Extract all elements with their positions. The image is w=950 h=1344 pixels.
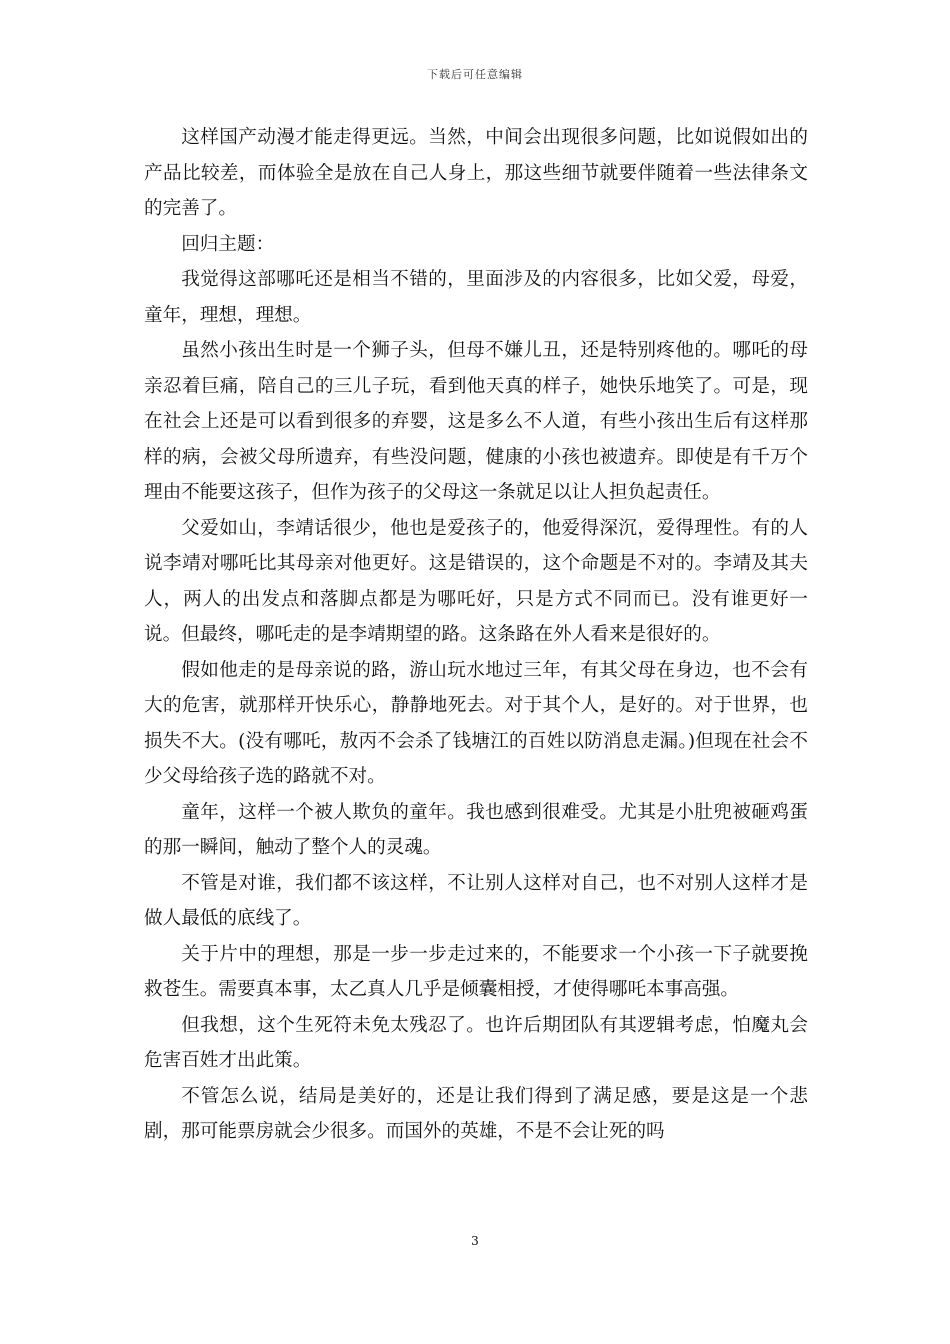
paragraph-7: 童年，这样一个被人欺负的童年。我也感到很难受。尤其是小肚兜被砸鸡蛋的那一瞬间，触动了整个人的灵魂。 — [144, 801, 808, 858]
page-number: 3 — [471, 1234, 479, 1248]
paragraph-5: 父爱如山，李靖话很少，他也是爱孩子的，他爱得深沉，爱得理性。有的人说李靖对哪吒比其母亲对他更好。这是错误的，这个命题是不对的。李靖及其夫人，两人的出发点和落脚点都是为哪吒好，只是方式不同而已。没有谁更好一说。但最终，哪吒走的是李靖期望的路。这条路在外人看来是很好的。 — [144, 517, 808, 645]
paragraph-3: 我觉得这部哪吒还是相当不错的，里面涉及的内容很多，比如父爱，母爱，童年，理想，理想。 — [144, 269, 808, 326]
paragraph-10: 但我想，这个生死符未免太残忍了。也许后期团队有其逻辑考虑，怕魔丸会危害百姓才出此策。 — [144, 1014, 808, 1071]
body-text — [144, 120, 808, 1150]
page-header: 下载后可任意编辑 — [427, 68, 523, 81]
paragraph-2: 回归主题： — [181, 233, 275, 255]
paragraph-9: 关于片中的理想，那是一步一步走过来的，不能要求一个小孩一下子就要挽救苍生。需要真本事，太乙真人几乎是倾囊相授，才使得哪吒本事高强。 — [144, 943, 808, 1000]
paragraph-6: 假如他走的是母亲说的路，游山玩水地过三年，有其父母在身边，也不会有大的危害，就那样开快乐心，静静地死去。对于其个人，是好的。对于世界，也损失不大。(没有哪吒，敖丙不会杀了钱塘江的百姓以防消息走漏。)但现在社会不少父母给孩子选的路就不对。 — [144, 659, 808, 787]
paragraph-8: 不管是对谁，我们都不该这样，不让别人这样对自己，也不对别人这样才是做人最低的底线了。 — [144, 872, 808, 929]
paragraph-1: 这样国产动漫才能走得更远。当然，中间会出现很多问题，比如说假如出的产品比较差，而体验全是放在自己人身上，那这些细节就要伴随着一些法律条文的完善了。 — [144, 127, 808, 219]
paragraph-11: 不管怎么说，结局是美好的，还是让我们得到了满足感，要是这是一个悲剧，那可能票房就会少很多。而国外的英雄，不是不会让死的吗 — [144, 1085, 808, 1142]
paragraph-4: 虽然小孩出生时是一个狮子头，但母不嫌儿丑，还是特别疼他的。哪吒的母亲忍着巨痛，陪自己的三儿子玩，看到他天真的样子，她快乐地笑了。可是，现在社会上还是可以看到很多的弃婴，这是多么不人道，有些小孩出生后有这样那样的病，会被父母所遗弃，有些没问题，健康的小孩也被遗弃。即使是有千万个理由不能要这孩子，但作为孩子的父母这一条就足以让人担负起责任。 — [144, 340, 808, 503]
